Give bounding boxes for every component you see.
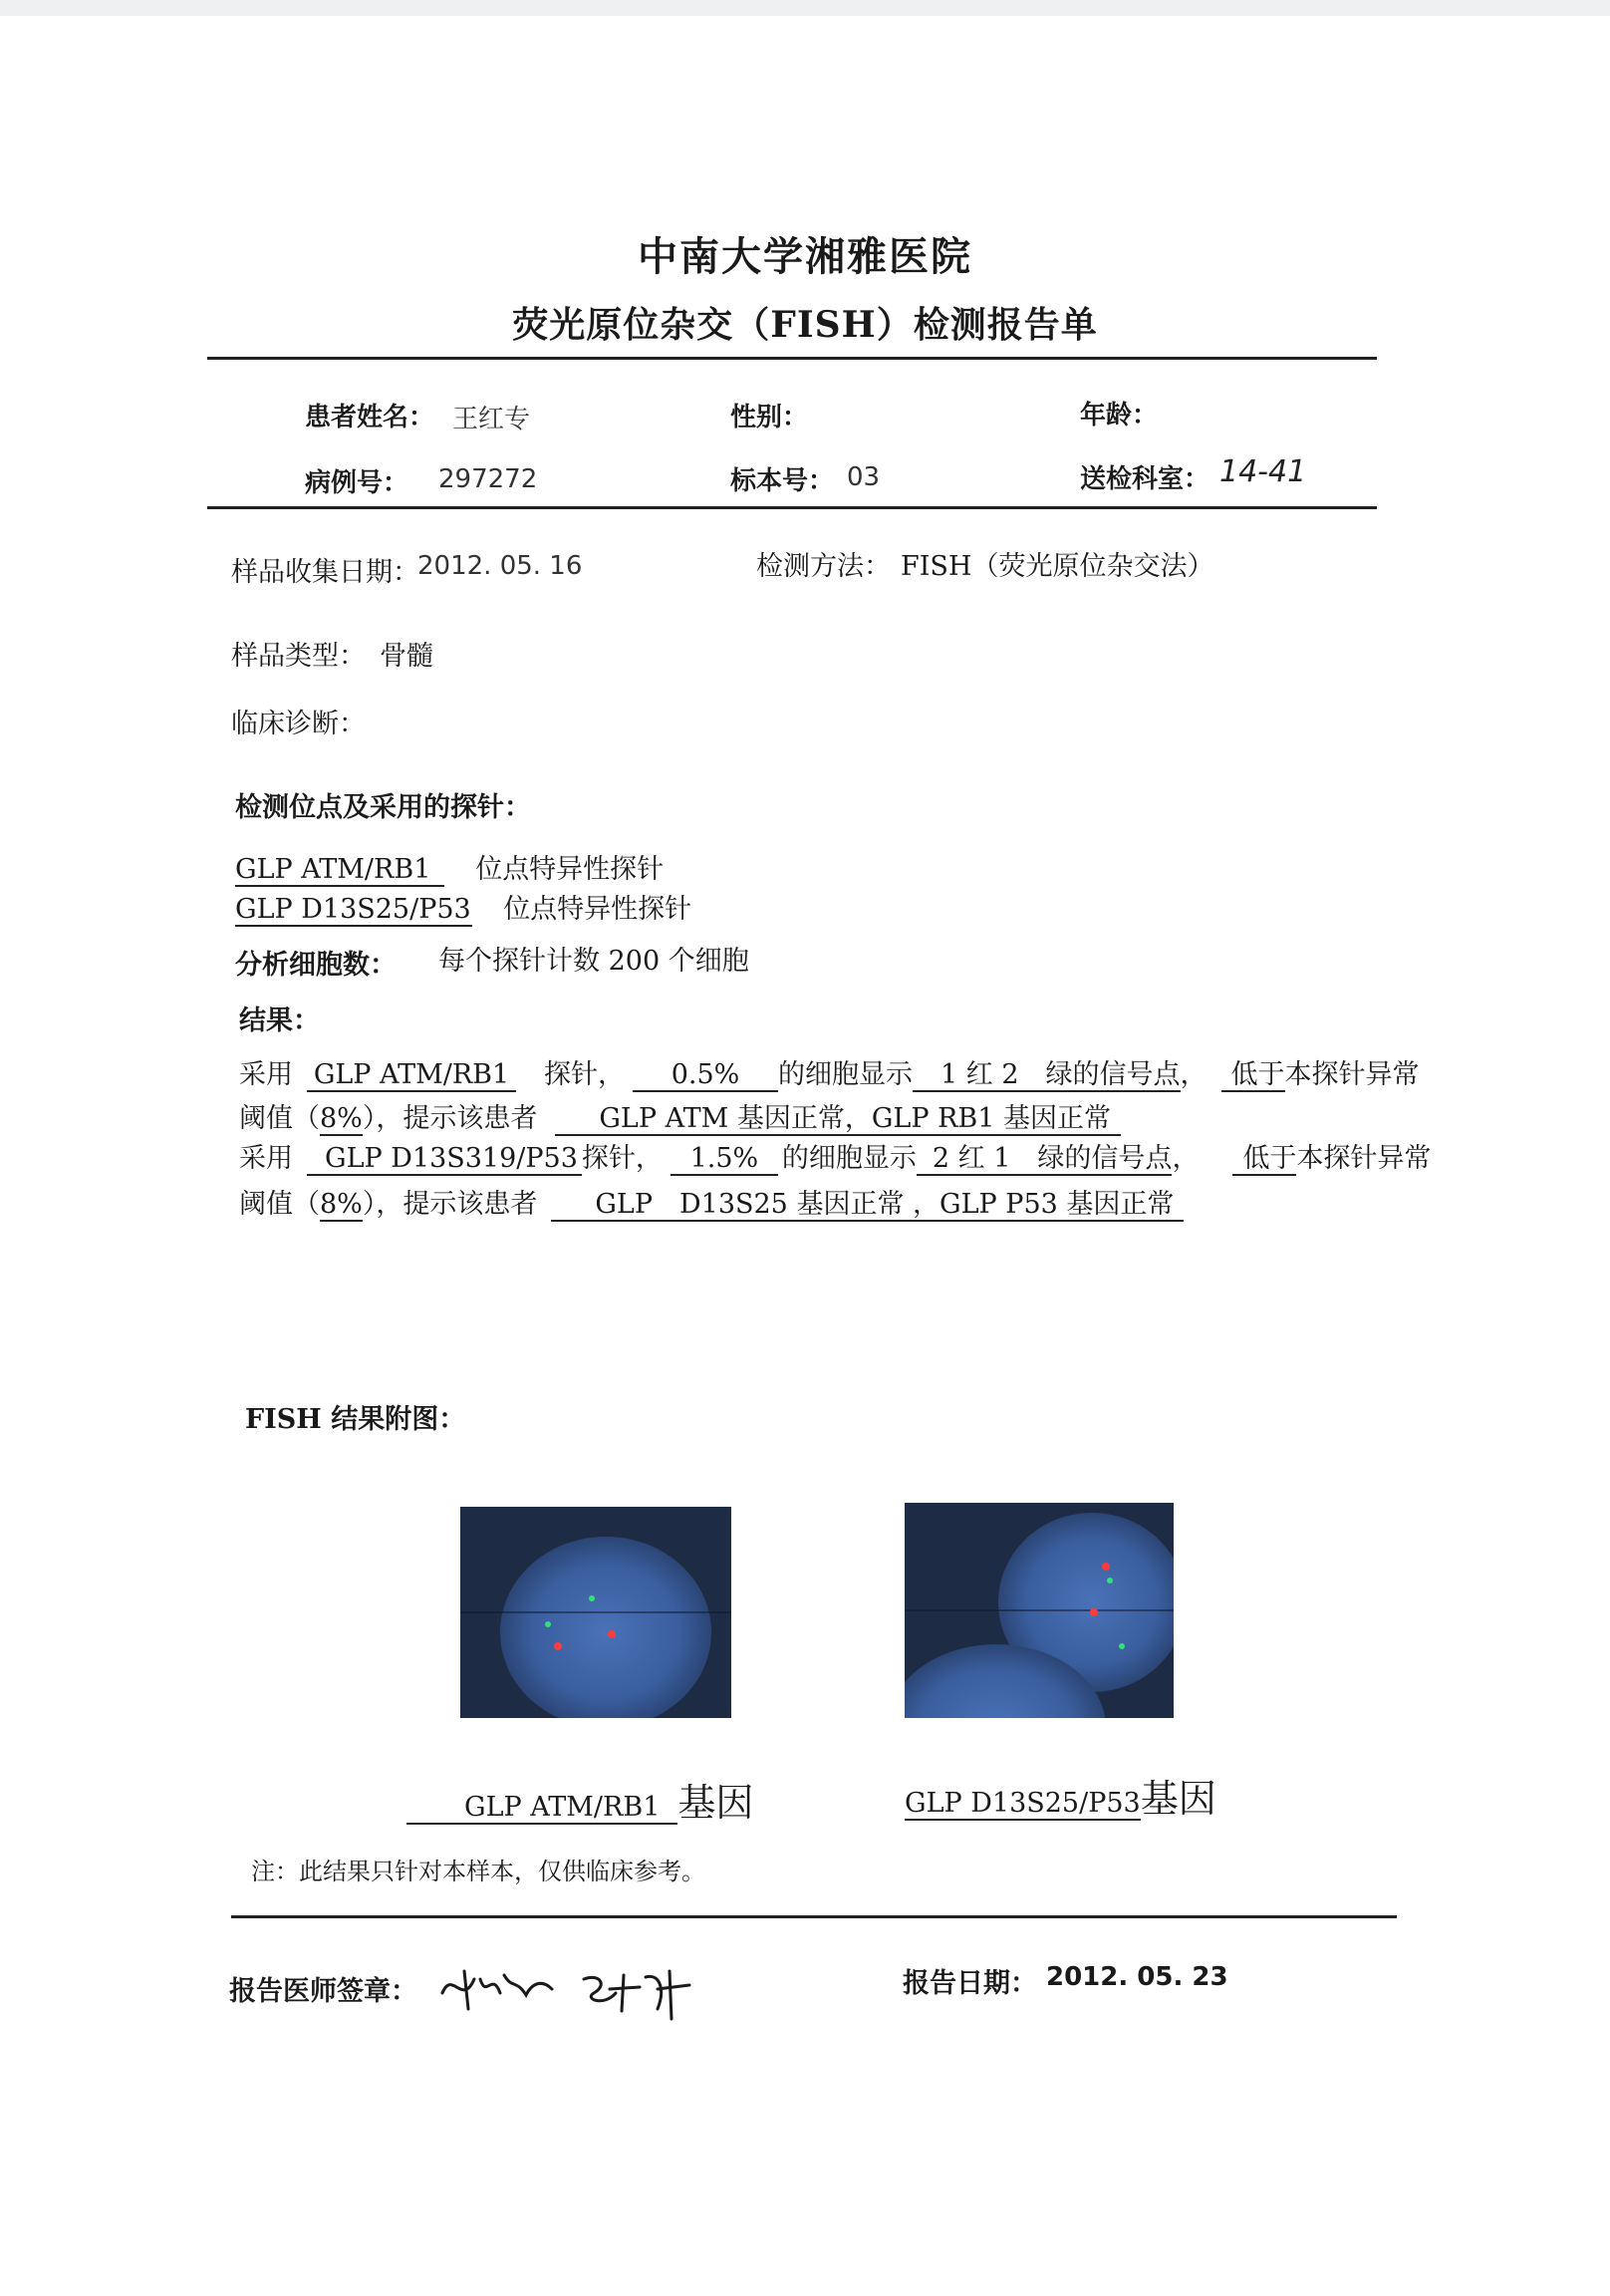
- result-probe: GLP D13S319/P53: [307, 1143, 582, 1176]
- green-signal: [545, 1621, 551, 1627]
- fish-micrograph: [460, 1507, 731, 1718]
- age-label: 年龄：: [1080, 401, 1159, 430]
- result-signal: 2 红 1 绿的信号点: [917, 1143, 1173, 1176]
- case-number-label: 病例号：: [305, 468, 409, 498]
- patient-name-value: 王红专: [452, 405, 531, 434]
- sample-type-label: 样品类型：: [231, 641, 366, 672]
- result-text: ，: [1180, 1059, 1208, 1090]
- figure-caption-2: [905, 1768, 1216, 1823]
- analysis-value: 每个探针计数 200 个细胞: [438, 946, 749, 977]
- department-value: 14-41: [1219, 454, 1307, 489]
- result-below: 低于: [1232, 1143, 1296, 1176]
- result-below: 低于: [1221, 1059, 1285, 1092]
- result-percent: 0.5%: [633, 1059, 778, 1092]
- figure-caption-suffix: 基因: [677, 1781, 754, 1825]
- result-text: ，: [1172, 1143, 1200, 1174]
- red-signal: [1090, 1608, 1098, 1616]
- result-signal: 1 红 2 绿的信号点: [913, 1059, 1181, 1092]
- green-signal: [1119, 1643, 1125, 1649]
- result-text: 本探针异常: [1296, 1143, 1432, 1174]
- figure-caption-1: [406, 1772, 753, 1827]
- diagnosis-label: 临床诊断：: [231, 709, 366, 739]
- top-rule: [207, 357, 1377, 360]
- green-signal: [589, 1595, 595, 1601]
- result-text: 采用: [239, 1059, 293, 1090]
- result-percent: 1.5%: [671, 1143, 778, 1176]
- result-threshold: 8%: [320, 1103, 363, 1136]
- patient-name-label: 患者姓名：: [305, 403, 435, 432]
- signature-label: 报告医师签章：: [229, 1976, 417, 2007]
- report-date-value: 2012. 05. 23: [1046, 1962, 1228, 1992]
- patient-rule: [207, 506, 1377, 509]
- fish-micrograph: [905, 1503, 1174, 1718]
- result-2-line-2: [239, 1182, 1184, 1222]
- handwritten-signature: [434, 1949, 713, 2029]
- case-number-value: 297272: [438, 464, 538, 494]
- result-text: 的细胞显示: [778, 1059, 913, 1090]
- department-label: 送检科室：: [1080, 464, 1210, 494]
- probe-item-desc: 位点特异性探针: [475, 854, 665, 885]
- green-signal: [1107, 1578, 1113, 1583]
- sample-type-value: 骨髓: [380, 641, 433, 672]
- result-text: 阈值（: [239, 1103, 320, 1134]
- result-text: 采用: [239, 1143, 293, 1174]
- figure-caption-probe: GLP ATM/RB1: [406, 1792, 677, 1825]
- results-heading: 结果：: [239, 1005, 320, 1036]
- result-text: 阈值（: [239, 1189, 320, 1220]
- result-conclusion: GLP D13S25 基因正常 ，GLP P53 基因正常: [551, 1189, 1184, 1222]
- probes-heading: 检测位点及采用的探针：: [235, 792, 531, 823]
- method-value: FISH（荧光原位杂交法）: [901, 551, 1214, 582]
- result-text: ），提示该患者: [362, 1189, 538, 1220]
- probe-item-name: GLP D13S25/P53: [235, 894, 472, 927]
- figure-caption-suffix: 基因: [1140, 1777, 1216, 1821]
- fish-image-atm-rb1: [460, 1507, 731, 1718]
- report-page: [0, 16, 1610, 2296]
- result-text: ），提示该患者: [362, 1103, 538, 1134]
- probe-item-desc: 位点特异性探针: [503, 894, 692, 925]
- result-1-line-1: [239, 1052, 1420, 1092]
- report-date-label: 报告日期：: [903, 1968, 1037, 1999]
- analysis-label: 分析细胞数：: [235, 950, 397, 981]
- result-conclusion: GLP ATM 基因正常，GLP RB1 基因正常: [555, 1103, 1121, 1136]
- specimen-number-value: 03: [847, 462, 881, 492]
- disclaimer-note: 注：此结果只针对本样本，仅供临床参考。: [251, 1858, 705, 1885]
- probe-item: [235, 847, 664, 887]
- result-probe: GLP ATM/RB1: [307, 1059, 516, 1092]
- probe-item: [235, 887, 691, 927]
- method-label: 检测方法：: [756, 551, 891, 582]
- specimen-number-label: 标本号：: [730, 466, 835, 496]
- figure-caption-probe: GLP D13S25/P53: [905, 1788, 1141, 1821]
- result-1-line-2: [239, 1096, 1121, 1136]
- sex-label: 性别：: [730, 403, 809, 432]
- red-signal: [554, 1642, 562, 1650]
- fish-image-d13s25-p53: [905, 1503, 1174, 1718]
- hospital-name: 中南大学湘雅医院: [638, 233, 972, 280]
- result-text: 探针，: [581, 1143, 663, 1174]
- collect-date-value: 2012. 05. 16: [417, 551, 583, 581]
- result-text: 本探针异常: [1284, 1059, 1420, 1090]
- result-text: 的细胞显示: [781, 1143, 917, 1174]
- red-signal: [608, 1630, 616, 1638]
- probe-item-name: GLP ATM/RB1: [235, 854, 444, 887]
- collect-date-label: 样品收集日期：: [231, 557, 419, 588]
- result-threshold: 8%: [320, 1189, 363, 1222]
- figures-heading: FISH 结果附图：: [245, 1404, 466, 1435]
- report-title: 荧光原位杂交（FISH）检测报告单: [512, 304, 1098, 346]
- bottom-rule: [231, 1915, 1397, 1918]
- result-2-line-1: [239, 1136, 1431, 1176]
- result-text: 探针，: [544, 1059, 625, 1090]
- red-signal: [1102, 1563, 1110, 1571]
